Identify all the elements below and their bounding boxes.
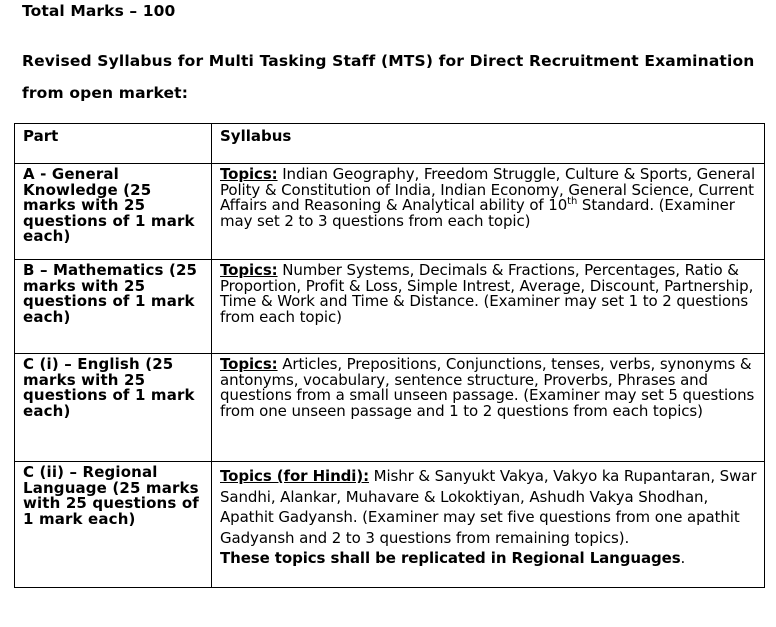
topics-label: Topics (for Hindi):	[220, 467, 369, 485]
table-row	[15, 164, 765, 260]
regional-languages-note: These topics shall be replicated in Regional Languages	[220, 549, 681, 567]
topics-text-end: Standard. (Examiner may set 2 to 3 questions from each topic)	[220, 196, 735, 230]
syllabus-cell-mathematics	[212, 260, 765, 354]
part-cell-mathematics: B – Mathematics (25 marks with 25 questions of 1 mark each)	[15, 260, 212, 354]
header-part: Part	[15, 124, 212, 164]
syllabus-cell-general-knowledge	[212, 164, 765, 260]
syllabus-cell-regional-language	[212, 462, 765, 588]
topics-text: Indian Geography, Freedom Struggle, Culture & Sports, General Polity & Constitution of India, Indian Economy, General Science, Current Affairs and Reasoning & Analytical ability of 10	[220, 165, 756, 214]
topics-label: Topics:	[220, 355, 278, 373]
topics-text: Mishr & Sanyukt Vakya, Vakyo ka Rupantaran, Swar Sandhi, Alankar, Muhavare & Lokoktiyan, Ashudh Vakya Shodhan, Apathit Gadyansh. (Examiner may set five questions from one apathit Gadyansh and 2 to 3 questions from remaining topics).	[220, 467, 757, 547]
superscript-th: th	[567, 196, 578, 207]
syllabus-table	[14, 123, 765, 588]
topics-text: Number Systems, Decimals & Fractions, Percentages, Ratio & Proportion, Profit & Loss, Simple Intrest, Average, Discount, Partnership, Time & Work and Time & Distance. (Examiner may set 1 to 2 questions from each topic)	[220, 261, 754, 326]
topics-label: Topics:	[220, 261, 278, 279]
table-row	[15, 354, 765, 462]
table-header-row	[15, 124, 765, 164]
topics-label: Topics:	[220, 165, 278, 183]
header-syllabus: Syllabus	[212, 124, 765, 164]
syllabus-cell-english	[212, 354, 765, 462]
part-cell-general-knowledge: A - General Knowledge (25 marks with 25 questions of 1 mark each)	[15, 164, 212, 260]
table-row	[15, 462, 765, 588]
total-marks: Total Marks – 100	[22, 2, 176, 20]
topics-text: Articles, Prepositions, Conjunctions, tenses, verbs, synonyms & antonyms, vocabulary, sentence structure, Proverbs, Phrases and questions from a small unseen passage. (Examiner may set 5 questions from one unseen passage and 1 to 2 questions from each topics)	[220, 355, 755, 420]
regional-languages-note-period: .	[680, 549, 686, 567]
syllabus-heading: Revised Syllabus for Multi Tasking Staff (MTS) for Direct Recruitment Examination from open market:	[22, 52, 755, 102]
part-cell-english: C (i) – English (25 marks with 25 questions of 1 mark each)	[15, 354, 212, 462]
table-row	[15, 260, 765, 354]
part-cell-regional-language: C (ii) – Regional Language (25 marks with 25 questions of 1 mark each)	[15, 462, 212, 588]
